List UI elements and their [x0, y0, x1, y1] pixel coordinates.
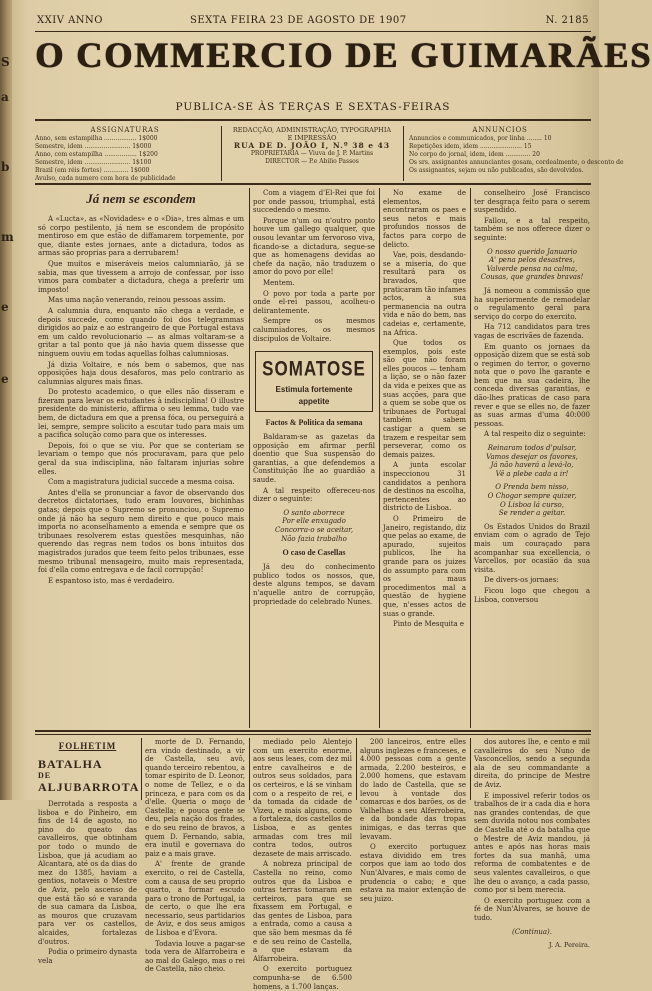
author-signature: J. A. Pereira. — [548, 941, 590, 950]
advertising-box — [409, 126, 624, 183]
folhetim-divider — [470, 738, 471, 800]
paragraph: Porque n'um ou n'outro ponto houve um gallego qualquer, que ousou levantar um fervoroso viva, ficando-se a dictadura, segue-se que as homenagens devidas ao chefe da nação, não traduzem o amor do povo por elle! — [253, 216, 375, 277]
info-bottom-rule — [35, 183, 591, 185]
article-heading: Já nem se escondem — [86, 191, 196, 206]
paragraph: Ficou logo que chegou a Lisboa, conversou — [474, 586, 590, 604]
header-dateline — [35, 13, 591, 29]
paragraph: Derrotada a resposta a lisboa e do Pinheiro, em fins de 14 de agosto, no pino do queato das cavalleiros, que obtinham por todo o mundo de Lisboa, que já acudiam ao Alcantara, até os da dias do mez do 1385, haviam a gentios, notaveis o Mestre de Aviz, pelo ascenso de que está tão só e varanda de sua camara da Lisboa, as mouros que cruzavam para ver os castellos, alcaides, fortalezas d'outros. — [38, 800, 137, 946]
issue-date: SEXTA FEIRA 23 DE AGOSTO DE 1907 — [190, 15, 407, 26]
paragraph: A tal respeito diz o seguinte: — [484, 430, 586, 439]
verse-line: O Chogar sempre quizer, — [487, 492, 577, 500]
paragraph: Que muitos e miseráveis meios calumniarão, já se sabia, mas que tivessem a arrojo de confessar, por isso vimos para combater a dictadura, chega a preferir um imposto! — [38, 259, 244, 294]
column-four — [474, 189, 590, 726]
paragraph: A «Lucta», as «Novidades» e o «Dia», tres almas e um só corpo pestilento, já nem se escondem de propósito mentiroso em que estão de diffamarem torpemente, por que, diante estes jornaes, ante a dictadura, todos as armas são proprias para a derrubarem! — [38, 215, 244, 258]
verse — [474, 444, 590, 518]
paragraph: Fallou, e a tal respeito, também se nos offerece dizer o seguinte: — [474, 216, 590, 242]
paragraph: A' frente de grande exercito, o rei de Castella, com a causa de seu proprio quarto, a formar escudo para o trono de Portugal, ia de certo, o que lhe era necessario, seus partidarios de Aviz, e dos seus amigos de Lisboa e d'Evora. — [145, 860, 245, 938]
verse-line: Reinaram todos d'pulsar, — [487, 444, 577, 453]
paragraph: morte de D. Fernando, era vindo destinado, a vir de Castella, seu avô, quando terceiro rebentou, a tomar espirito de D. Leonor, o nome de Tellez, e o da princeza, e para com os da d'elle. Queria o moço de Castella; e pouca gente se deu, pela nação dos frades, e do seu reino de bravos, a quem D. Fernando, sabia, era inutil e governava do paiz e a mais grave. — [145, 738, 245, 858]
paragraph: Depois, foi o que se viu. Por que se conteriam se levariam o tempo que nós procuravam, para que pelo geral da sua indisciplina, não faltaram injurias sobre elles. — [38, 441, 244, 476]
verse — [474, 248, 590, 282]
folhetim-column-two — [145, 738, 245, 974]
verse-line: O Lisboa lá curso, — [500, 500, 564, 509]
paragraph: Pinto de Mesquita e — [393, 620, 465, 629]
info-divider — [403, 126, 404, 181]
paragraph: Já dizia Voltaire, e nós bem o sabemos, que nas opposições haja dous desaforos, mas pelo contrario as calumnias algures mais finas. — [38, 360, 244, 386]
advertising-line: Annuncios e communicados, por linha ........ 10 — [409, 135, 552, 142]
verse-line: A' pena pelos desastres, — [489, 256, 575, 265]
binding-letter: m — [1, 230, 14, 244]
folhetim-title-line: BATALHA — [38, 757, 103, 771]
folhetim-column-three — [253, 738, 352, 991]
paragraph: Ha 712 candidatos para tres vagas de escrivães de fazenda. — [474, 323, 590, 340]
editorial-line: REDACÇÃO, ADMINISTRAÇÃO, TYPOGRAPHIA — [232, 126, 392, 134]
paragraph: conselheiro José Francisco ter desgraça feito para o serem suspendido. — [474, 189, 590, 215]
folhetim-column-four — [360, 738, 466, 903]
paragraph: Com a viagem d'El-Rei que foi por onde passou, triumphal, está succedendo o mesmo. — [253, 189, 375, 215]
paragraph: O Primeiro de Janeiro, registando, diz que pelas ao exame, de apurado, sujeitos publicos, lhe ha grande para os juizes do assumpto para com os maus procedimentos mal a questão de hygiene que, n'esses actos de suas o grande. — [383, 514, 466, 618]
verse-line: Se render a geitar. — [498, 509, 566, 518]
advertising-title: ANNUNCIOS — [472, 126, 528, 134]
paragraph: Mas uma nação venerando, reinou pessoas assim. — [48, 296, 226, 305]
binding-letter: e — [1, 300, 9, 314]
paragraph: Baldaram-se as gazetas da opposição em afirmar perfil doentio que Sua suspensão do garantias, a que defendemos a Constituição lhe ao guardião a saude. — [253, 433, 375, 485]
ad-brand: SOMATOSE — [262, 356, 366, 381]
folhetim-divider — [249, 738, 250, 800]
paragraph: O exercito portuguez com a fé de Nun'Alvares, se houve de tudo. — [474, 896, 590, 922]
paragraph: dos autores lhe, e cento e mil cavalleiros do seu Nuno de Vasconcellos, sendo a segunda ala de seu commandante a direita, do principe de Mestre de Aviz. — [474, 738, 590, 789]
subscription-line: Anno, com estampilha ................. 1$200 — [35, 151, 158, 158]
subscriptions-box — [35, 126, 215, 183]
paragraph: O exercito portuguez compunha-se de 6.500 homens, a 1.700 lanças. — [253, 965, 352, 991]
verse-line: Não fazia trabalho — [281, 534, 347, 543]
ad-line: Estimula fortemente — [275, 385, 353, 395]
paragraph: A calumnia dura, enquanto não chega a verdade, e depois succede, como quando foi dos telegrammas dirigidos ao paiz e ao estrangeiro de que Portugal estava em um caldo revolucionario — as almas voltaram-se a gritar a tal ponto que já não havia quem dissesse que ninguem ouviu em todas aquellas folhas calumniosas. — [38, 306, 244, 358]
verse — [253, 509, 375, 543]
somatose-advertisement — [255, 351, 373, 412]
verse-line: O nosso querido Januario — [487, 247, 577, 256]
section-heading: Factos & Politica da semana — [265, 418, 363, 428]
verse-line: Valverde pensa na calma, — [486, 264, 578, 273]
year-label: XXIV ANNO — [37, 15, 104, 26]
subtitle-rule — [35, 119, 591, 121]
folhetim-column-one — [38, 738, 140, 965]
paragraph: Os Estados Unidos do Brazil enviam com o agrado de Tejo mais um couraçado para acompanhar sua excellencia, o Varcellos, por ocasião da sua visita. — [474, 522, 590, 574]
folhetim-divider — [356, 738, 357, 800]
header-rule — [35, 31, 591, 32]
info-bar — [35, 126, 624, 183]
issue-number: N. 2185 — [545, 15, 589, 26]
paragraph: O povo por toda a parte por onde el-rei passou, acolheu-o delirantemente. — [253, 289, 375, 315]
paragraph: Já nomeou a commissão que ha superiormente de remodelar o regulamento geral para serviço do corpo do exercito. — [474, 286, 590, 321]
folhetim-label: FOLHETIM — [58, 741, 117, 751]
folhetim-rule — [35, 730, 591, 732]
binding-letter: a — [1, 90, 9, 104]
paragraph: Mentem. — [263, 278, 295, 287]
paragraph: Que todos os exemplos, pois este são que não foram elles poucos — tenham a lição, se o não fazer da vida e peixes que as suas acções, para que a quem se sobe que os tribunaes de Portugal também sabem castigar a quem se trazem e respeitar sem perseverar, como os demais paizes. — [383, 339, 466, 459]
verse-line: Por elle enxugado — [282, 517, 346, 526]
page-binding-edge — [0, 0, 12, 800]
subscription-line: Semestre, idem ........................ 1$000 — [35, 143, 152, 150]
editorial-box — [227, 126, 397, 183]
subscriptions-title: ASSIGNATURAS — [90, 126, 160, 134]
folhetim-divider — [141, 738, 142, 800]
verse-line: Concorra-o se aceitar, — [274, 526, 354, 535]
verse-line: Vamos desejar os favores, — [486, 452, 578, 461]
folhetim-title-line: DE — [38, 771, 52, 780]
article-ja-nem-se-escondem — [38, 189, 244, 726]
folhetim-column-five — [474, 738, 590, 950]
paragraph: A nobreza principal de Castella no reino, como outros que da Lisboa e outras terras tomaram em certeiros, para que se fixassem em Portugal, e das gentes de Lisboa, para a entrada, como a causa a que são bem mesmas da fé e de seu reino de Castella, a que estavam da Alfarrobeira. — [253, 860, 352, 963]
column-divider — [379, 188, 380, 728]
paragraph: De divers-os jornaes: — [484, 576, 559, 585]
paragraph: Em quanto os jornaes da opposição dizem que se está sob o regimen do terror, o governo nota que o povo lhe garante e bem que na sua cadeira, lhe conceda diversas garantias, e dão-lhes praticas de caso para rever e que se elles no, de fazer as suas armas d'uma 40:000 pessoas. — [474, 342, 590, 428]
paragraph: Com a magistratura judicial succede a mesma coisa. — [48, 478, 235, 487]
paragraph: Do protesto academico, o que elles não disseram e fizeram para levar os estudantes à indisciplina! O illustre presidente do ministerio, affirma o seu lemma, tudo vae bem, de dictadura em que a prensa fóca, ou perseguirá a lei, sempre, sempre solicito a escutar tudo para mais um a pacifica solução como para que os interesses. — [38, 388, 244, 440]
ad-line: appetite — [298, 397, 330, 407]
info-divider — [221, 126, 222, 181]
paragraph: Sempre os mesmos calumniadores, os mesmos discipulos de Voltaire. — [253, 317, 375, 343]
folhetim-title-line: ALJUBARROTA — [38, 780, 140, 794]
folhetim-rule — [35, 734, 591, 735]
paragraph: Vae, pois, desdando-se a miseria, do que resultará para os bravados, que praticaram tão infames actos, a sua permanencia na outra vida e não do bem, nas cadeias e, certamente, na Africa. — [383, 251, 466, 337]
paragraph: Antes d'ella se pronunciar a favor de observando dos decretos dictatoriaes, tudo eram louvores, bichinhas gatas; depois que o Supremo se pronunciou, o Supremo onde já não ha seguro nem direito e que pouco mais importa no aconselhamento a emenda e sempre que os tribunaes resolverem estas questões mesquinhas, não querendo das regras nem todos os bons intuitos dos magistrados jurados que teem feito pelos tribunaes, esse mesmo tribunal mensageiro, muito mais representada, foi d'ella como entregava e de facil corrupção! — [38, 488, 244, 575]
paragraph: E espantoso isto, mas é verdadeiro. — [48, 576, 175, 585]
advertising-line: Os srs. assignantes annunciantes gosam, cordealmente, o desconto de — [409, 159, 624, 166]
subscription-line: Brazil (em réis fortes) ............. 1$000 — [35, 167, 150, 174]
advertising-line: Os assignantes, sejam ou não publicados, são devolvidos. — [409, 167, 584, 174]
column-divider — [249, 188, 250, 728]
binding-letter: e — [1, 372, 9, 386]
paragraph: O exercito portuguez estava dividido em tres corpos que iam ao todo dos Nun'Alvares, e mais como de prudencia o cabo; e que estava na maior extenção de seu juizo. — [360, 843, 466, 903]
advertising-line: Repetições idem, idem ...................... 15 — [409, 143, 532, 150]
paragraph: A tal respeito offereceu-nos dizer o seguinte: — [253, 486, 375, 504]
paragraph: No exame de elementos, encontraram os paes e seus netos e mais profundos nossos de factos para corpo de delicto. — [383, 189, 466, 249]
newspaper-title: O COMMERCIO DE GUIMARÃES — [35, 35, 652, 75]
paragraph: Todavia louve a pagar-se toda vera de Alfarrobeira e ao mal do Galego, mas o rei de Castella, não cheio. — [145, 939, 245, 974]
verse-line: Já não haverá a levá-lo, — [490, 461, 574, 470]
editorial-line: E IMPRESSÃO — [287, 134, 337, 142]
verse-line: O Prenda bem nisso, — [495, 483, 569, 492]
column-three — [383, 189, 466, 726]
verse-line: O santo aborrece — [283, 508, 345, 517]
paragraph: E impossivel referir todos os trabalhos de ir a cada dia e hora nas grandes contendas, de que sem duvida notou nos combates de Castella até o da batalha que o Mestre de Aviz mandou, já antes e após nas horas mais fortes da sua manhã, uma reforma de combatentes e de seus valentes cavalleiros, o que lhe deu o avanço, a cada passo, como por si bem merecia. — [474, 791, 590, 895]
subscription-line: Semestre, idem ........................ 1$100 — [35, 159, 152, 166]
column-divider — [470, 188, 471, 728]
paragraph: mediado pelo Alentejo com um exercito enorme, aos seus leaes, com dez mil entre cavalheiros e de outros seus soldados, para os certeiros, e lá se vinham com o a respeito de rei, e da tomada da cidade de Vizeu, e mais alguns, como a fortaleza, dos castellos de Lisboa, e as gentes armadas com tres mil contra todos, outros dezasete de mais arriscado. — [253, 738, 352, 858]
paragraph: 200 lanceiros, entre elles alguns inglezes e franceses, e 4.000 pessoas com a gente armada, 2.200 besteiros, e 2.000 homens, que estavam do lado de Castella, que se levou à vontade dos comarcas e dos barões, os de Valhelhas a seu Alferrobeira, e da bondade das tropas inimigas, e das terras que levavam. — [360, 738, 466, 841]
paragraph: Podia o primeiro dynasta vela — [38, 948, 137, 965]
verse-line: Cousas, que grandes bravas! — [480, 273, 584, 282]
advertising-line: No corpo do jornal, idem, idem ............. 20 — [409, 151, 540, 158]
subscription-line: Avulso, cada numero com hora de publicidade — [35, 175, 176, 182]
section-heading: O caso de Casellas — [282, 548, 346, 558]
continued-note: (Continua). — [511, 928, 552, 937]
subscription-line: Anno, sem estampilha ................. 1$000 — [35, 135, 158, 142]
binding-letter: b — [1, 160, 10, 174]
binding-letter: S — [1, 55, 10, 69]
paragraph: Já deu do conhecimento publico todos os nossos, que, deste alguns tempos, se davam n'aquelle antro de corrupção, propriedade do celebrado Nunes. — [253, 563, 375, 606]
paragraph: A junta escolar inspeccionou 31 candidatos a penhora de destinos na escolha, pertencentes ao districto de Lisboa. — [383, 461, 466, 513]
verse-line: Vê a plebe cada a ir! — [495, 469, 569, 478]
column-two — [253, 189, 375, 726]
editorial-director: DIRECTOR — P.e Abilio Passos — [265, 158, 359, 165]
folhetim-title — [38, 757, 140, 794]
editorial-owner: PROPRIETARIA — Viuva de J. P. Martins — [250, 150, 374, 157]
editorial-address: RUA DE D. JOÃO I, N.º 38 e 43 — [233, 141, 391, 150]
publication-schedule: PUBLICA-SE ÀS TERÇAS E SEXTAS-FEIRAS — [175, 101, 451, 113]
